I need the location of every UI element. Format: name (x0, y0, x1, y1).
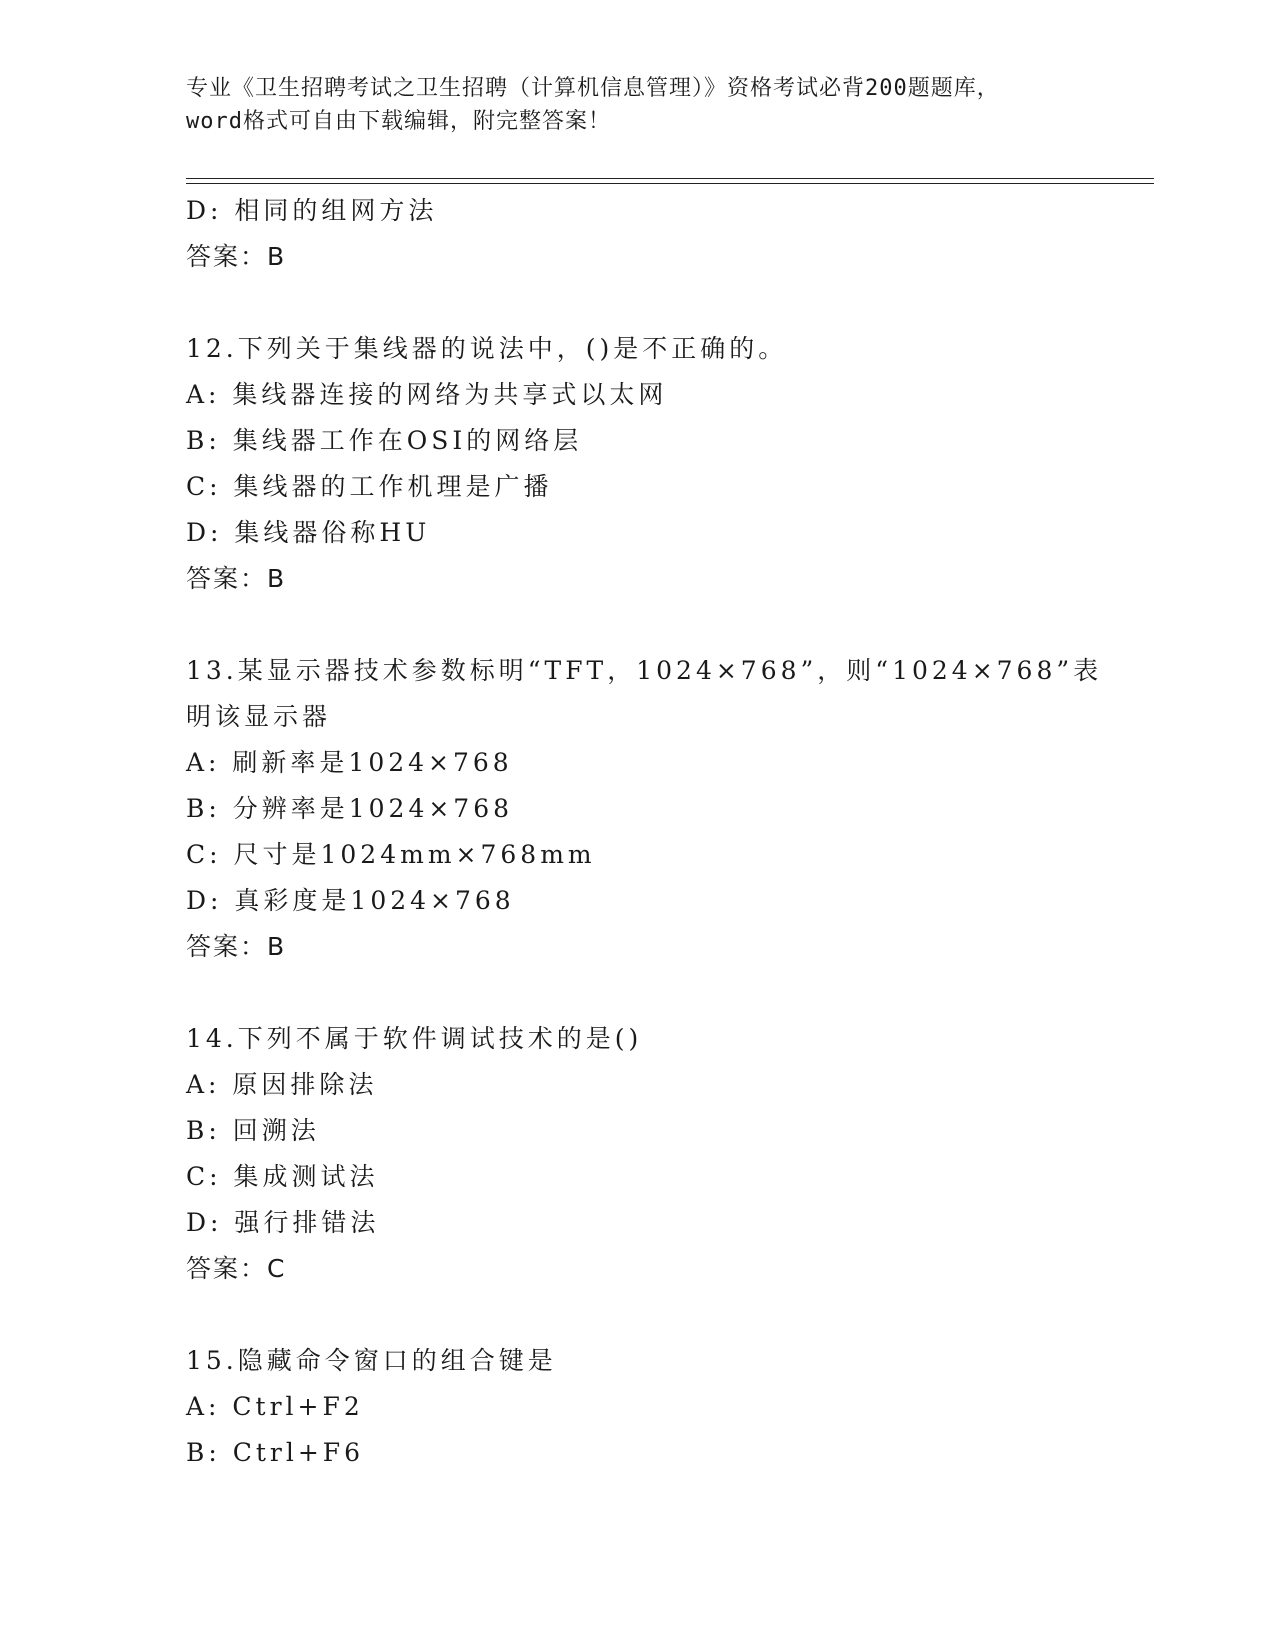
option-a: A: 刷新率是1024×768 (186, 748, 513, 777)
question-block-14 (186, 1016, 1086, 1292)
question-stem-continued: 明该显示器 (186, 702, 332, 731)
option-d: D: 相同的组网方法 (186, 196, 438, 225)
question-stem: 13.某显示器技术参数标明“TFT，1024×768”，则“1024×768”表 (186, 656, 1103, 685)
option-b: B: 回溯法 (186, 1116, 320, 1145)
question-stem: 12.下列关于集线器的说法中，()是不正确的。 (186, 334, 788, 363)
header-divider-top (186, 178, 1154, 179)
spacer (186, 280, 1086, 326)
option-d: D: 集线器俗称HU (186, 518, 431, 547)
answer-line: 答案：B (186, 932, 287, 961)
option-d: D: 真彩度是1024×768 (186, 886, 515, 915)
header-line-1: 专业《卫生招聘考试之卫生招聘（计算机信息管理）》资格考试必背200题题库， (186, 76, 1000, 101)
option-b: B: 分辨率是1024×768 (186, 794, 514, 823)
question-block-15 (186, 1338, 1086, 1476)
option-a: A: 集线器连接的网络为共享式以太网 (186, 380, 668, 409)
option-c: C: 尺寸是1024mm×768mm (186, 840, 596, 869)
header-divider-bottom (186, 183, 1154, 184)
question-block-12 (186, 326, 1086, 602)
document-header (186, 72, 1086, 138)
option-b: B: Ctrl+F6 (186, 1438, 365, 1467)
option-c: C: 集成测试法 (186, 1162, 379, 1191)
answer-line: 答案：B (186, 242, 287, 271)
question-stem: 14.下列不属于软件调试技术的是() (186, 1024, 643, 1053)
spacer (186, 1292, 1086, 1338)
question-block-13 (186, 648, 1103, 970)
question-stem: 15.隐藏命令窗口的组合键是 (186, 1346, 557, 1375)
option-b: B: 集线器工作在OSI的网络层 (186, 426, 583, 455)
option-d: D: 强行排错法 (186, 1208, 380, 1237)
answer-line: 答案：B (186, 564, 287, 593)
option-a: A: Ctrl+F2 (186, 1392, 364, 1421)
answer-line: 答案：C (186, 1254, 287, 1283)
question-list (186, 188, 1103, 1476)
spacer (186, 602, 1086, 648)
header-line-2: word格式可自由下载编辑，附完整答案！ (186, 109, 611, 134)
spacer (186, 970, 1086, 1016)
option-c: C: 集线器的工作机理是广播 (186, 472, 553, 501)
option-a: A: 原因排除法 (186, 1070, 378, 1099)
